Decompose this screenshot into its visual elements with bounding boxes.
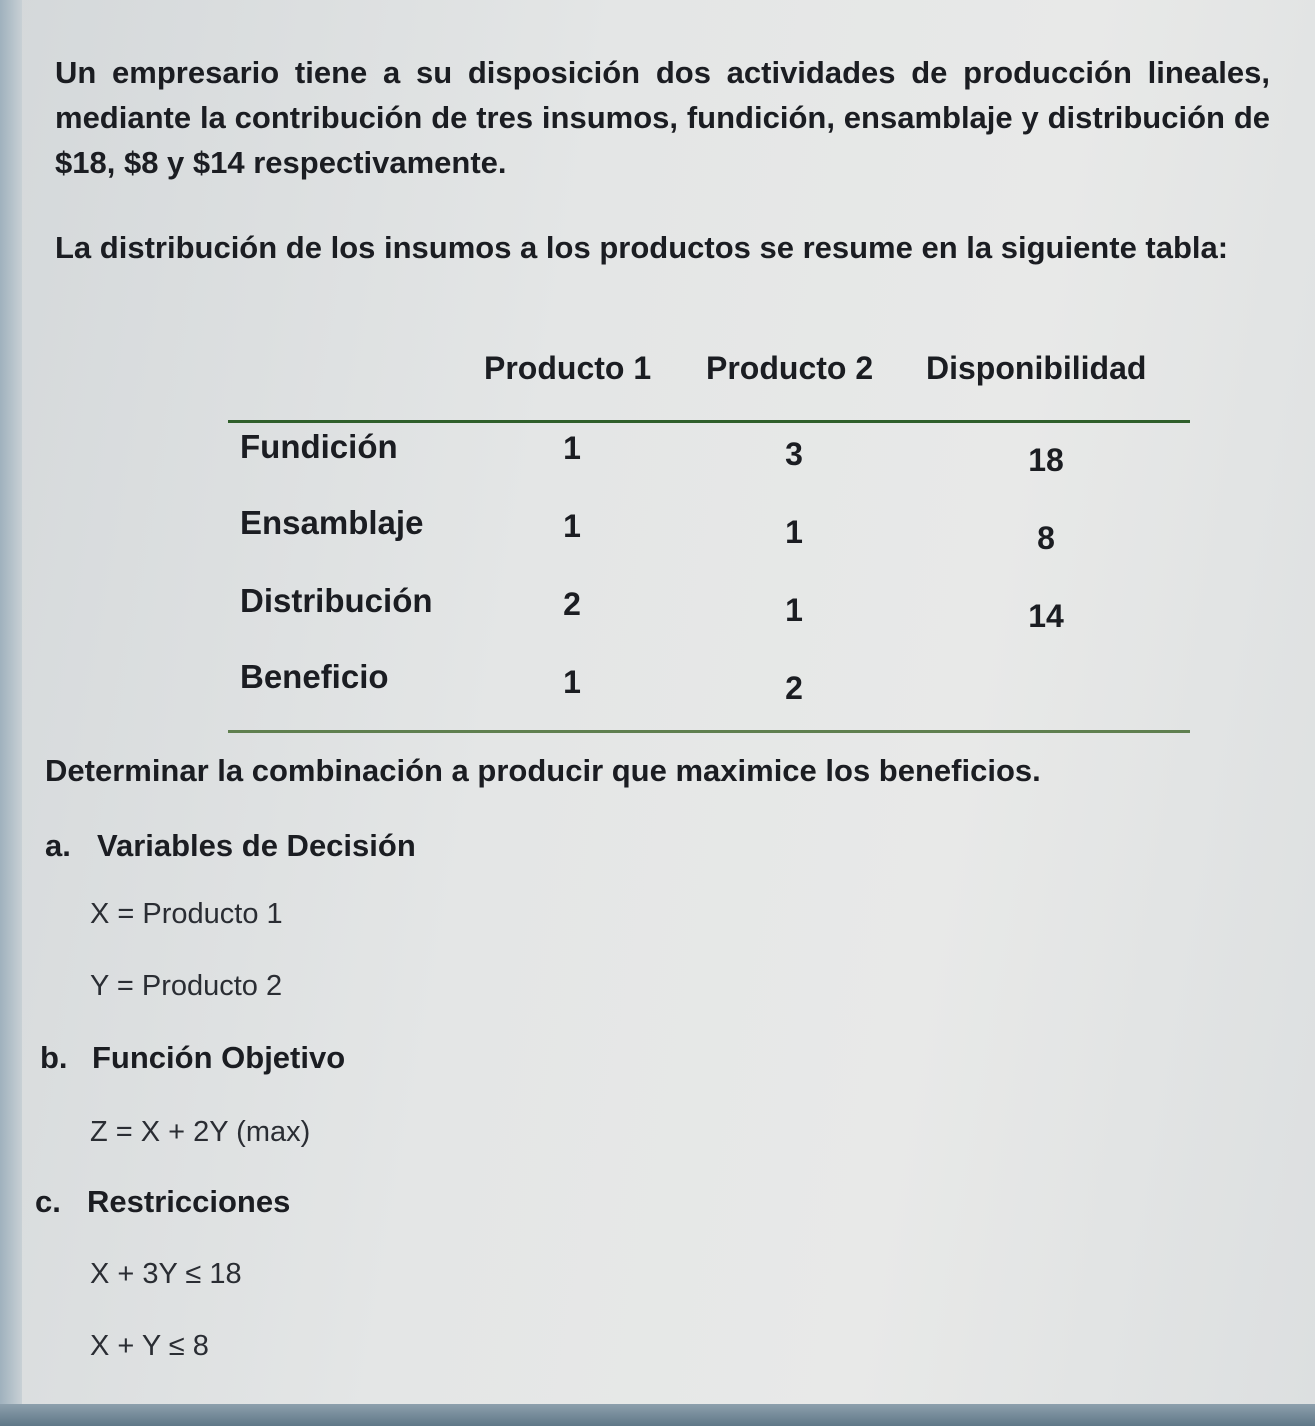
table-top-rule bbox=[228, 420, 1190, 423]
section-b-letter: b. bbox=[40, 1040, 68, 1075]
header-producto-1: Producto 1 bbox=[484, 350, 652, 386]
cell-fundicion-disp: 18 bbox=[1028, 442, 1064, 478]
cell-ensamblaje-disp: 8 bbox=[1037, 520, 1055, 556]
cell-fundicion-p1: 1 bbox=[563, 430, 581, 466]
objective-function: Z = X + 2Y (max) bbox=[90, 1116, 311, 1148]
task-prompt: Determinar la combinación a producir que maximice los beneficios. bbox=[45, 753, 1041, 788]
page-left-edge bbox=[0, 0, 22, 1426]
table-bottom-rule bbox=[228, 730, 1190, 733]
header-producto-2: Producto 2 bbox=[706, 350, 874, 386]
section-c-title: Restricciones bbox=[87, 1184, 291, 1219]
section-a-letter: a. bbox=[45, 828, 71, 863]
row-label-beneficio: Beneficio bbox=[240, 658, 389, 695]
header-disponibilidad: Disponibilidad bbox=[926, 350, 1147, 386]
section-c-heading bbox=[35, 1184, 290, 1220]
section-b-title: Función Objetivo bbox=[92, 1040, 346, 1075]
resource-table bbox=[228, 340, 1190, 750]
decision-variable-y: Y = Producto 2 bbox=[90, 970, 283, 1002]
constraint-2: X + Y ≤ 8 bbox=[90, 1330, 209, 1362]
intro-paragraph: Un empresario tiene a su disposición dos actividades de producción lineales, mediante la contribución de tres insumos, fundición, ensamblaje y distribución de $18, $8 y $14 respectivamente. bbox=[55, 55, 1270, 180]
section-a-heading bbox=[45, 828, 416, 864]
row-label-ensamblaje: Ensamblaje bbox=[240, 504, 424, 541]
row-label-fundicion: Fundición bbox=[240, 428, 398, 465]
cell-ensamblaje-p2: 1 bbox=[785, 514, 803, 550]
cell-fundicion-p2: 3 bbox=[785, 436, 803, 472]
section-c-letter: c. bbox=[35, 1184, 61, 1219]
cell-distribucion-disp: 14 bbox=[1028, 598, 1064, 634]
cell-distribucion-p2: 1 bbox=[785, 592, 803, 628]
table-intro-paragraph: La distribución de los insumos a los productos se resume en la siguiente tabla: bbox=[55, 230, 1229, 265]
row-label-distribucion: Distribución bbox=[240, 582, 433, 619]
cell-beneficio-p1: 1 bbox=[563, 664, 581, 700]
cell-beneficio-p2: 2 bbox=[785, 670, 803, 706]
section-a-title: Variables de Decisión bbox=[97, 828, 416, 863]
decision-variable-x: X = Producto 1 bbox=[90, 898, 283, 930]
page-bottom-edge bbox=[0, 1404, 1315, 1426]
section-b-heading bbox=[40, 1040, 345, 1076]
cell-ensamblaje-p1: 1 bbox=[563, 508, 581, 544]
cell-distribucion-p1: 2 bbox=[563, 586, 581, 622]
constraint-1: X + 3Y ≤ 18 bbox=[90, 1258, 242, 1290]
